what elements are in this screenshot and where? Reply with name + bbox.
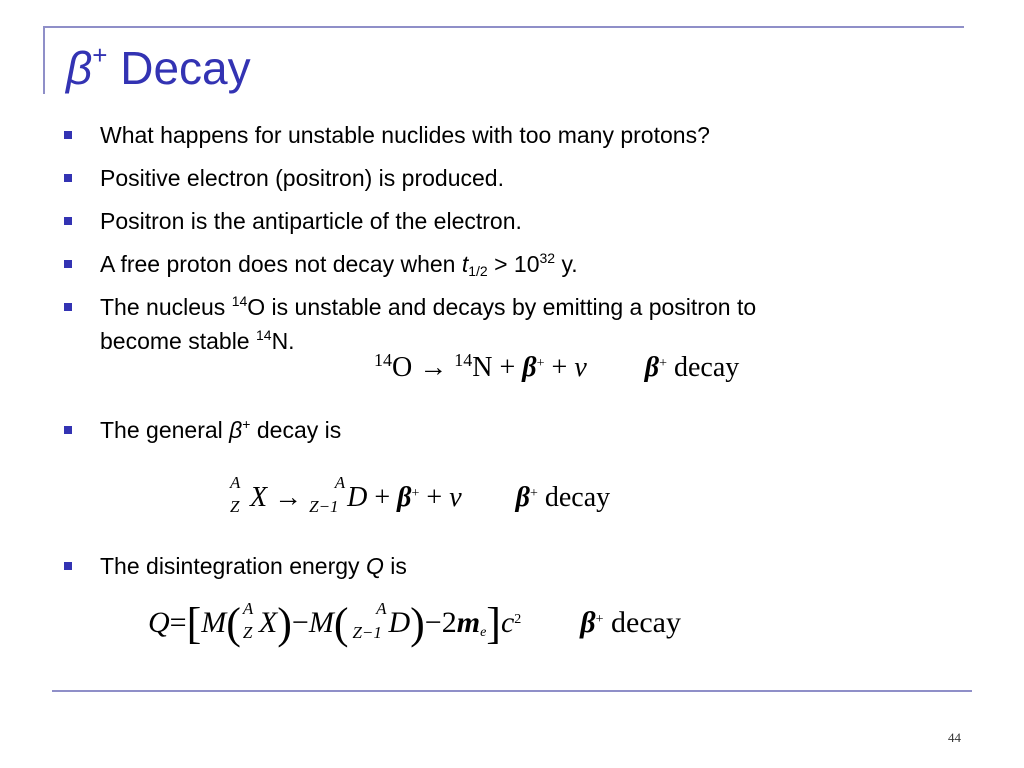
equation-general-beta-plus: A Z X → A Z−1 D + β+ + ν β+ decay: [230, 473, 611, 516]
equation-disintegration-energy: Q=[M( A Z X)−M( A Z−1 $D)-2m_e]c^2$ β+ decay: [148, 599, 681, 648]
bullet-marker: [64, 303, 72, 311]
bullet-marker: [64, 174, 72, 182]
left-rule: [43, 26, 45, 94]
bullet-marker: [64, 217, 72, 225]
bullet-marker: [64, 260, 72, 268]
bullet-marker: [64, 131, 72, 139]
bullet-marker: [64, 562, 72, 570]
equation-o14-decay: $^{14}$O → $^{14}$N + β+ + ν β+ decay: [374, 350, 740, 383]
top-rule: [44, 26, 964, 28]
bullet-marker: [64, 426, 72, 434]
bottom-rule: [52, 690, 972, 692]
slide-title: β+ Decay: [66, 40, 251, 94]
page-number: 44: [948, 730, 961, 745]
